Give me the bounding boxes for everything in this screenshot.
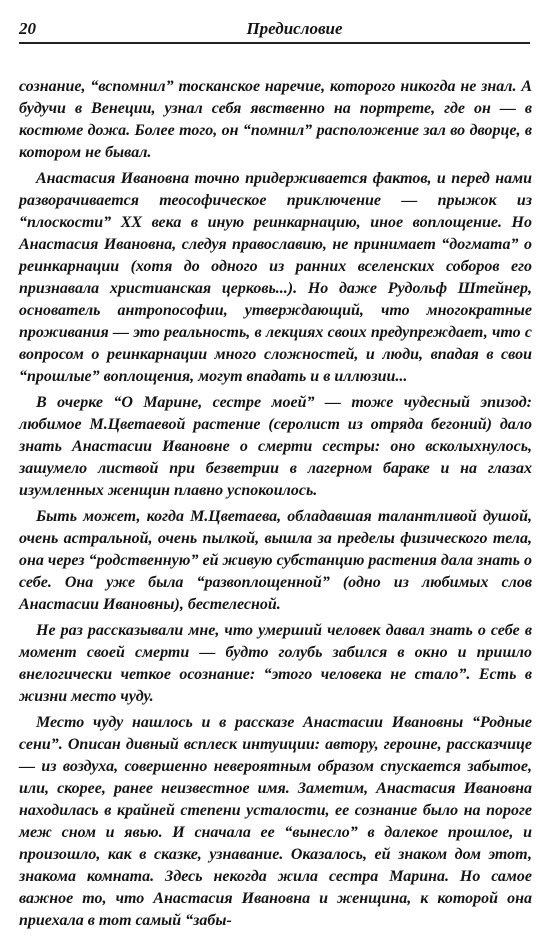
- paragraph: Анастасия Ивановна точно придерживается фактов, и перед нами разворачивается теософическое приключение — прыжок из “плоскости” XX века в иную реинкарнацию, иное воплощение. Но Анастасия Ивановна, следуя православию, не принимает “догмата” о реинкарнации (хотя до одного из ранних вселенских соборов его признавала христианская церковь...). Но даже Рудольф Штейнер, основатель антропософии, утверждающий, что многократные проживания — это реальность, в лекциях своих предупреждает, что с вопросом о реинкарнации много сложностей, и люди, впадая в свои “прошлые” воплощения, могут впадать и в иллюзии...: [19, 170, 532, 385]
- body-text: [19, 76, 532, 936]
- header-rule: [19, 42, 530, 44]
- page-header: [19, 16, 530, 44]
- paragraph: сознание, “вспомнил” тосканское наречие, которого никогда не знал. А будучи в Венеции, узнал себя явственно на портрете, где он — в костюме дожа. Более того, он “помнил” расположение зал во дворце, в котором не бывал.: [19, 78, 532, 161]
- page-number: 20: [19, 19, 36, 38]
- running-title: Предисловие: [246, 19, 343, 38]
- paragraph: В очерке “О Марине, сестре моей” — тоже чудесный эпизод: любимое М.Цветаевой растение (серолист из отряда бегоний) дало знать Анастасии Ивановне о смерти сестры: оно всколыхнулось, зашумело листвой при безветрии в лагерном бараке и на глазах изумленных женщин плавно успокоилось.: [19, 394, 532, 499]
- paragraph: Место чуду нашлось и в рассказе Анастасии Ивановны “Родные сени”. Описан дивный всплеск интуиции: автору, героине, рассказчице — из воздуха, совершенно невероятным образом спускается забытое, или, скорее, ранее неизвестное имя. Заметим, Анастасия Ивановна находилась в крайней степени усталости, ее сознание было на пороге меж сном и явью. И сначала ее “вынесло” в далекое прошлое, и произошло, как в сказке, узнавание. Оказалось, ей знаком дом этот, знакома комната. Здесь некогда жила сестра Марина. Но самое важное то, что Анастасия Ивановна и женщина, к которой она приехала в тот самый “забы-: [19, 714, 532, 929]
- paragraph: Быть может, когда М.Цветаева, обладавшая талантливой душой, очень астральной, очень пылкой, вышла за пределы физического тела, она через “родственную” ей живую субстанцию растения дала знать о себе. Она уже была “развоплощенной” (одно из любимых слов Анастасии Ивановны), бестелесной.: [19, 508, 532, 613]
- paragraph: Не раз рассказывали мне, что умерший человек давал знать о себе в момент своей смерти — будто голубь забился в окно и пришло внелогически четкое осознание: “этого человека не стало”. Есть в жизни место чуду.: [19, 622, 532, 705]
